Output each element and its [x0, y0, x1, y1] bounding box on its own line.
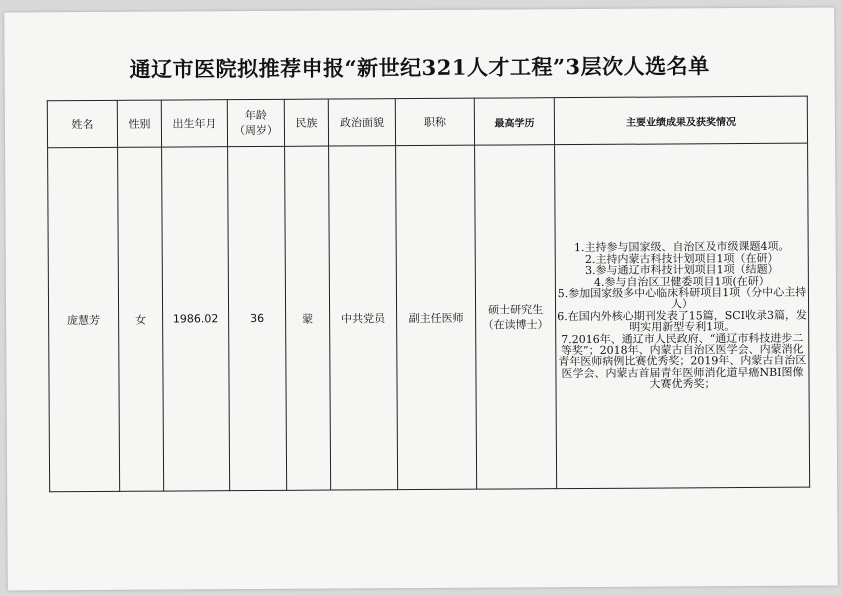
achievement-item: 6.在国内外核心期刊发表了15篇，SCI收录3篇，发明实用新型专利1项。 [557, 308, 808, 334]
cell-age: 36 [228, 146, 287, 490]
scanned-page [4, 7, 838, 590]
header-age-line2: （周岁） [233, 123, 279, 138]
cell-education-line1: 硕士研究生 [488, 302, 544, 317]
achievement-item: 2.主持内蒙古科技计划项目1项（在研） [584, 251, 779, 266]
achievement-item: 3.参与通辽市科技计划项目1项（结题） [585, 262, 779, 278]
achievement-item: 5.参加国家级多中心临床科研项目1项（分中心主持人） [557, 285, 807, 311]
header-age [227, 99, 284, 146]
header-achievements: 主要业绩成果及获奖情况 [554, 96, 807, 145]
cell-education [475, 145, 557, 489]
cell-gender: 女 [118, 147, 164, 491]
cell-education-line2: （在读博士） [482, 317, 549, 332]
achievement-item: 4.参与自治区卫健委项目1项(在研） [593, 274, 770, 289]
header-name: 姓名 [47, 100, 117, 147]
cell-politics: 中共党员 [329, 146, 398, 490]
achievement-item: 7.2016年、通辽市人民政府、“通辽市科技进步二等奖”；2018年、内蒙古自治区医学会、内蒙消化青年医师病例比赛优秀奖；2019年、内蒙古自治区医学会、内蒙古首届青年医师消化道早癌NBI图像大赛优秀奖； [558, 331, 807, 391]
header-education: 最高学历 [474, 98, 554, 145]
cell-achievements [555, 143, 810, 489]
cell-title: 副主任医师 [396, 145, 477, 489]
achievement-item: 1.主持参与国家级、自治区及市级课题4项。 [573, 240, 790, 255]
cell-name: 庞慧芳 [48, 147, 120, 491]
table-row [48, 143, 810, 492]
header-gender: 性别 [117, 100, 161, 147]
header-ethnicity: 民族 [284, 99, 328, 146]
document-title: 通辽市医院拟推荐申报“新世纪321人才工程”3层次人选名单 [129, 53, 710, 82]
header-title: 职称 [395, 98, 474, 145]
table-header-row [47, 96, 807, 148]
header-age-line1: 年龄 [244, 108, 267, 123]
candidate-table [47, 96, 810, 493]
cell-ethnicity: 蒙 [285, 146, 331, 490]
header-birth: 出生年月 [161, 100, 227, 147]
header-politics: 政治面貌 [328, 99, 395, 146]
cell-birth: 1986.02 [162, 147, 230, 491]
